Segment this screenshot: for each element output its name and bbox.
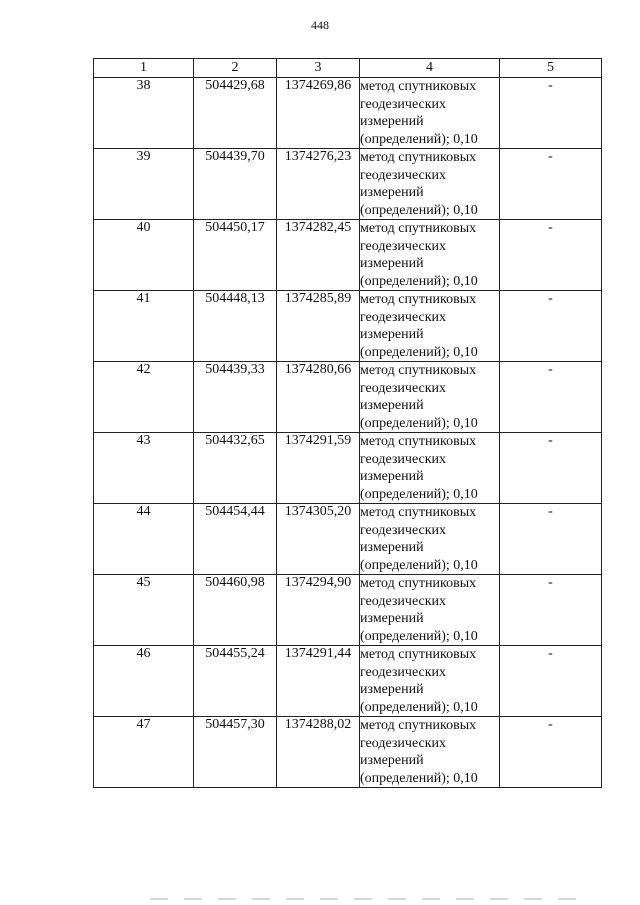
x-coordinate-cell: 504439,70 (194, 149, 277, 220)
method-line: измерений (360, 327, 424, 342)
y-coordinate-cell: 1374291,44 (277, 646, 360, 717)
method-cell (360, 504, 500, 575)
x-coordinate-cell: 504432,65 (194, 433, 277, 504)
x-coordinate-cell: 504450,17 (194, 220, 277, 291)
method-line: метод спутниковых (360, 150, 477, 165)
method-cell (360, 575, 500, 646)
table-row (94, 433, 602, 504)
column-header-1: 1 (94, 59, 194, 78)
table-row (94, 78, 602, 149)
method-cell (360, 291, 500, 362)
method-line: геодезических (360, 593, 447, 609)
method-cell (360, 717, 500, 788)
method-line: (определений); 0,10 (360, 770, 478, 786)
method-line: измерений (360, 256, 424, 271)
note-cell: - (500, 646, 602, 717)
table-row (94, 149, 602, 220)
note-cell: - (500, 433, 602, 504)
method-line: (определений); 0,10 (360, 699, 478, 715)
x-coordinate-cell: 504457,30 (194, 717, 277, 788)
method-line: измерений (360, 398, 424, 413)
point-number-cell: 41 (94, 291, 194, 362)
method-line: метод спутниковых (360, 505, 477, 520)
point-number-cell: 47 (94, 717, 194, 788)
method-cell (360, 220, 500, 291)
x-coordinate-cell: 504455,24 (194, 646, 277, 717)
y-coordinate-cell: 1374285,89 (277, 291, 360, 362)
page-number: 448 (311, 18, 329, 32)
y-coordinate-cell: 1374294,90 (277, 575, 360, 646)
method-line: геодезических (360, 380, 447, 396)
note-cell: - (500, 362, 602, 433)
note-cell: - (500, 575, 602, 646)
method-line: (определений); 0,10 (360, 131, 478, 147)
method-line: геодезических (360, 309, 447, 325)
table-header-row (94, 59, 602, 78)
table-row (94, 220, 602, 291)
x-coordinate-cell: 504460,98 (194, 575, 277, 646)
note-cell: - (500, 291, 602, 362)
method-line: (определений); 0,10 (360, 557, 478, 573)
table-row (94, 575, 602, 646)
table-row (94, 291, 602, 362)
table-row (94, 362, 602, 433)
method-line: метод спутниковых (360, 292, 477, 307)
column-header-2: 2 (194, 59, 277, 78)
column-header-3: 3 (277, 59, 360, 78)
column-header-5: 5 (500, 59, 602, 78)
method-cell (360, 362, 500, 433)
table-body (94, 78, 602, 788)
method-line: метод спутниковых (360, 718, 477, 733)
point-number-cell: 44 (94, 504, 194, 575)
method-cell (360, 149, 500, 220)
note-cell: - (500, 78, 602, 149)
method-line: (определений); 0,10 (360, 628, 478, 644)
note-cell: - (500, 220, 602, 291)
point-number-cell: 43 (94, 433, 194, 504)
method-line: метод спутниковых (360, 79, 477, 94)
method-line: метод спутниковых (360, 221, 477, 236)
x-coordinate-cell: 504439,33 (194, 362, 277, 433)
method-line: метод спутниковых (360, 576, 477, 591)
method-line: измерений (360, 114, 424, 129)
column-header-4: 4 (360, 59, 500, 78)
method-line: (определений); 0,10 (360, 415, 478, 431)
y-coordinate-cell: 1374276,23 (277, 149, 360, 220)
note-cell: - (500, 717, 602, 788)
method-line: геодезических (360, 735, 447, 751)
table-row (94, 646, 602, 717)
scan-artifact (150, 898, 590, 900)
method-line: метод спутниковых (360, 647, 477, 662)
method-line: измерений (360, 469, 424, 484)
method-line: геодезических (360, 522, 447, 538)
point-number-cell: 46 (94, 646, 194, 717)
method-line: геодезических (360, 664, 447, 680)
point-number-cell: 39 (94, 149, 194, 220)
table-row (94, 717, 602, 788)
x-coordinate-cell: 504429,68 (194, 78, 277, 149)
method-line: метод спутниковых (360, 363, 477, 378)
y-coordinate-cell: 1374291,59 (277, 433, 360, 504)
point-number-cell: 45 (94, 575, 194, 646)
method-line: (определений); 0,10 (360, 273, 478, 289)
method-line: измерений (360, 753, 424, 768)
method-line: геодезических (360, 238, 447, 254)
method-cell (360, 646, 500, 717)
note-cell: - (500, 504, 602, 575)
y-coordinate-cell: 1374280,66 (277, 362, 360, 433)
method-line: (определений); 0,10 (360, 486, 478, 502)
method-line: метод спутниковых (360, 434, 477, 449)
method-line: измерений (360, 682, 424, 697)
note-cell: - (500, 149, 602, 220)
method-line: измерений (360, 540, 424, 555)
point-number-cell: 42 (94, 362, 194, 433)
method-line: (определений); 0,10 (360, 344, 478, 360)
table-row (94, 504, 602, 575)
y-coordinate-cell: 1374282,45 (277, 220, 360, 291)
method-line: геодезических (360, 96, 447, 112)
method-cell (360, 433, 500, 504)
method-line: измерений (360, 185, 424, 200)
method-line: измерений (360, 611, 424, 626)
method-cell (360, 78, 500, 149)
y-coordinate-cell: 1374288,02 (277, 717, 360, 788)
method-line: геодезических (360, 167, 447, 183)
y-coordinate-cell: 1374269,86 (277, 78, 360, 149)
coordinates-table (93, 58, 602, 788)
y-coordinate-cell: 1374305,20 (277, 504, 360, 575)
x-coordinate-cell: 504448,13 (194, 291, 277, 362)
method-line: геодезических (360, 451, 447, 467)
method-line: (определений); 0,10 (360, 202, 478, 218)
point-number-cell: 38 (94, 78, 194, 149)
x-coordinate-cell: 504454,44 (194, 504, 277, 575)
point-number-cell: 40 (94, 220, 194, 291)
